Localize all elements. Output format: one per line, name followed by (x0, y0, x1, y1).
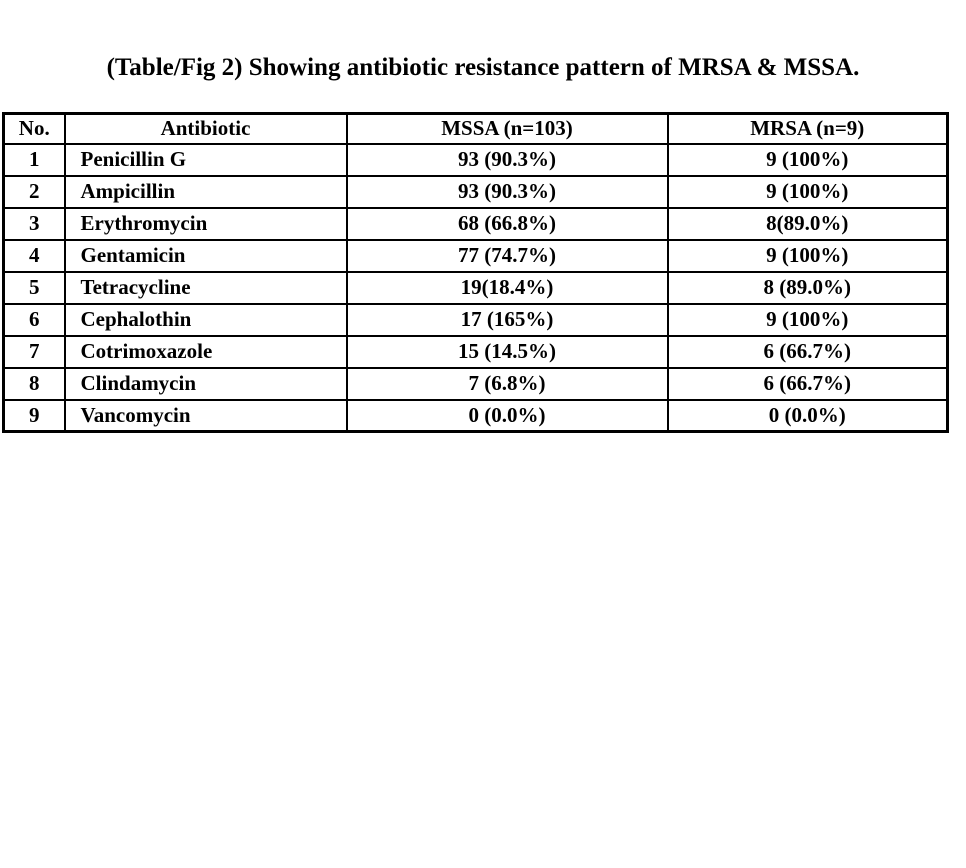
cell-no: 1 (4, 144, 65, 176)
cell-mrsa: 9 (100%) (668, 304, 948, 336)
cell-mssa: 77 (74.7%) (347, 240, 668, 272)
table-row (4, 176, 948, 208)
cell-mssa: 68 (66.8%) (347, 208, 668, 240)
header-no: No. (4, 114, 65, 144)
cell-mrsa: 8 (89.0%) (668, 272, 948, 304)
cell-antibiotic: Gentamicin (65, 240, 347, 272)
cell-mrsa: 8(89.0%) (668, 208, 948, 240)
cell-antibiotic: Vancomycin (65, 400, 347, 432)
table-caption: (Table/Fig 2) Showing antibiotic resistance pattern of MRSA & MSSA. (106, 54, 860, 81)
cell-mrsa: 6 (66.7%) (668, 336, 948, 368)
table-row (4, 240, 948, 272)
cell-mrsa: 9 (100%) (668, 176, 948, 208)
table-row (4, 368, 948, 400)
table-row (4, 400, 948, 432)
antibiotic-resistance-table (2, 112, 949, 433)
cell-antibiotic: Tetracycline (65, 272, 347, 304)
cell-antibiotic: Cephalothin (65, 304, 347, 336)
header-antibiotic: Antibiotic (65, 114, 347, 144)
cell-no: 2 (4, 176, 65, 208)
cell-antibiotic: Ampicillin (65, 176, 347, 208)
cell-no: 5 (4, 272, 65, 304)
cell-antibiotic: Erythromycin (65, 208, 347, 240)
cell-antibiotic: Penicillin G (65, 144, 347, 176)
table-body (4, 144, 948, 432)
table-row (4, 144, 948, 176)
cell-antibiotic: Clindamycin (65, 368, 347, 400)
cell-mssa: 17 (165%) (347, 304, 668, 336)
cell-mssa: 7 (6.8%) (347, 368, 668, 400)
cell-no: 4 (4, 240, 65, 272)
cell-mssa: 19(18.4%) (347, 272, 668, 304)
cell-mrsa: 9 (100%) (668, 240, 948, 272)
cell-mssa: 93 (90.3%) (347, 176, 668, 208)
cell-no: 3 (4, 208, 65, 240)
cell-mrsa: 0 (0.0%) (668, 400, 948, 432)
cell-no: 7 (4, 336, 65, 368)
cell-mssa: 93 (90.3%) (347, 144, 668, 176)
cell-antibiotic: Cotrimoxazole (65, 336, 347, 368)
cell-no: 6 (4, 304, 65, 336)
cell-mssa: 0 (0.0%) (347, 400, 668, 432)
table-row (4, 304, 948, 336)
cell-mrsa: 9 (100%) (668, 144, 948, 176)
cell-mrsa: 6 (66.7%) (668, 368, 948, 400)
cell-no: 9 (4, 400, 65, 432)
cell-mssa: 15 (14.5%) (347, 336, 668, 368)
header-mrsa: MRSA (n=9) (668, 114, 948, 144)
header-mssa: MSSA (n=103) (347, 114, 668, 144)
cell-no: 8 (4, 368, 65, 400)
header-row (4, 114, 948, 144)
table-row (4, 272, 948, 304)
table-row (4, 336, 948, 368)
table-row (4, 208, 948, 240)
